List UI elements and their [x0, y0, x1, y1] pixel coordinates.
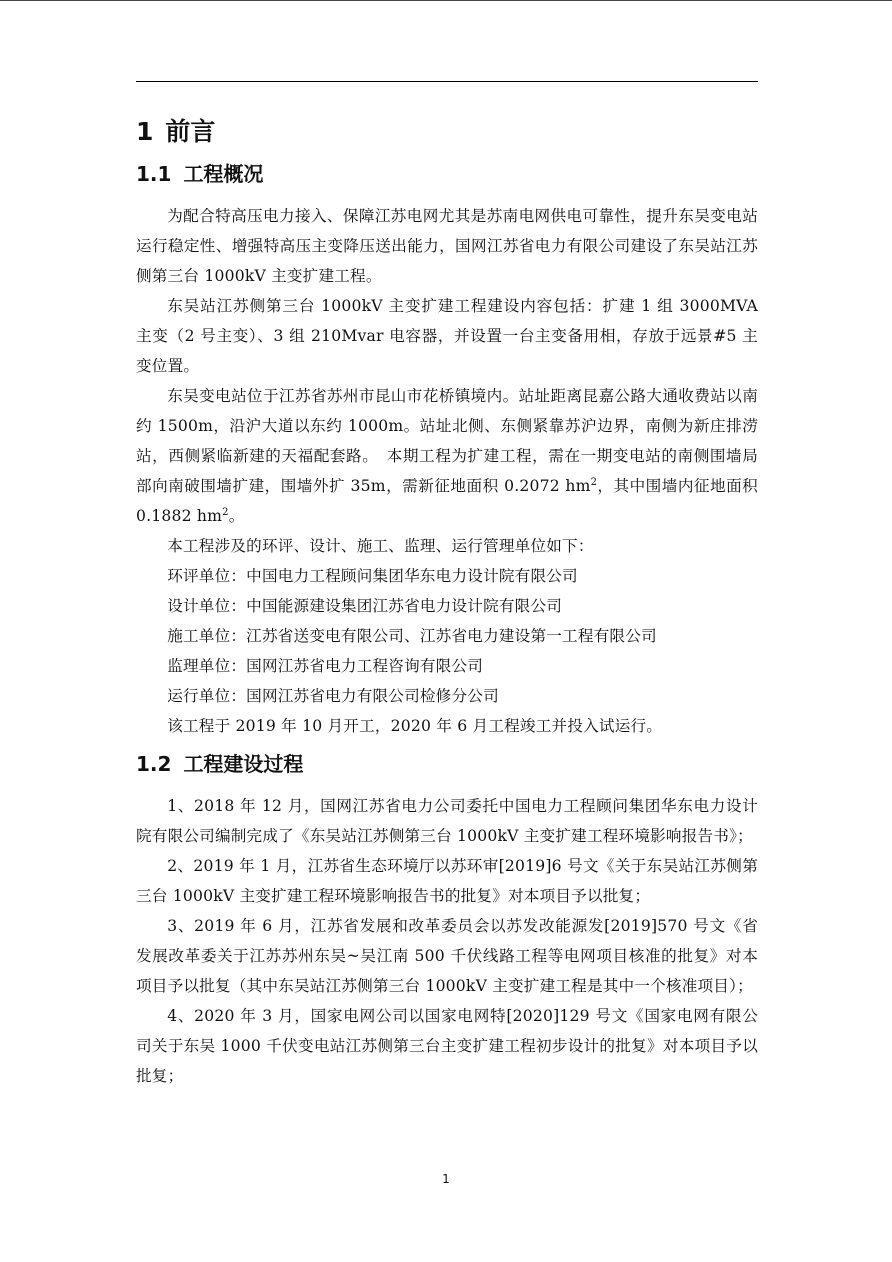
unit-supervision: 监理单位：国网江苏省电力工程咨询有限公司	[167, 657, 484, 675]
section-1-2-title: 工程建设过程	[183, 752, 304, 776]
overview-paragraph-3-text: 东吴变电站位于江苏省苏州市昆山市花桥镇境内。站址距离昆嘉公路大通收费站以南约 1500m，沿沪大道以东约 1000m。站址北侧、东侧紧靠苏沪边界，南侧为新庄排涝站，西侧紧临新建的天福配套路。 本期工程为扩建工程，需在一期变电站的南侧围墙局部向南破围墙扩建，围墙外扩 35m，需新征地面积 0.2072 hm	[136, 387, 758, 495]
process-item-2: 2、2019 年 1 月，江苏省生态环境厅以苏环审[2019]6 号文《关于东吴站江苏侧第三台 1000kV 主变扩建工程环境影响报告书的批复》对本项目予以批复；	[136, 857, 758, 905]
overview-paragraph-1: 为配合特高压电力接入、保障江苏电网尤其是苏南电网供电可靠性，提升东吴变电站运行稳定性、增强特高压主变降压送出能力，国网江苏省电力有限公司建设了东吴站江苏侧第三台 1000kV 主变扩建工程。	[136, 207, 758, 285]
overview-paragraph-3	[136, 381, 758, 531]
process-item-1: 1、2018 年 12 月，国网江苏省电力公司委托中国电力工程顾问集团华东电力设计院有限公司编制完成了《东吴站江苏侧第三台 1000kV 主变扩建工程环境影响报告书》；	[136, 797, 758, 845]
process-item-3: 3、2019 年 6 月，江苏省发展和改革委员会以苏发改能源发[2019]570 号文《省发展改革委关于江苏苏州东吴~吴江南 500 千伏线路工程等电网项目核准的批复》对本项目予以批复（其中东吴站江苏侧第三台 1000kV 主变扩建工程是其中一个核准项目）；	[136, 917, 758, 995]
page-top-border	[0, 0, 892, 1]
units-intro: 本工程涉及的环评、设计、施工、监理、运行管理单位如下：	[167, 537, 594, 555]
header-rule	[136, 81, 758, 82]
section-1-1-title: 工程概况	[183, 162, 264, 186]
overview-paragraph-2: 东吴站江苏侧第三台 1000kV 主变扩建工程建设内容包括：扩建 1 组 3000MVA 主变（2 号主变）、3 组 210Mvar 电容器，并设置一台主变备用相，存放于远景#5 主变位置。	[136, 297, 758, 375]
section-1-heading	[136, 110, 758, 154]
unit-design: 设计单位：中国能源建设集团江苏省电力设计院有限公司	[167, 597, 563, 615]
overview-paragraph-3-text-c: 。	[228, 507, 245, 525]
section-1-1-heading	[136, 154, 758, 194]
superscript-2: 2	[590, 476, 598, 488]
document-body	[136, 110, 758, 1091]
process-item-4: 4、2020 年 3 月，国家电网公司以国家电网特[2020]129 号文《国家电网有限公司关于东吴 1000 千伏变电站江苏侧第三台主变扩建工程初步设计的批复》对本项目予以批复；	[136, 1007, 758, 1085]
section-1-2-number: 1.2	[136, 752, 172, 776]
unit-construction: 施工单位：江苏省送变电有限公司、江苏省电力建设第一工程有限公司	[167, 627, 657, 645]
section-1-2-heading	[136, 744, 758, 784]
unit-operation: 运行单位：国网江苏省电力有限公司检修分公司	[167, 687, 499, 705]
unit-eia: 环评单位：中国电力工程顾问集团华东电力设计院有限公司	[167, 567, 578, 585]
overview-paragraph-3-text-b: ，其中围墙内征地面积 0.1882 hm	[136, 477, 758, 525]
schedule-paragraph: 该工程于 2019 年 10 月开工，2020 年 6 月工程竣工并投入试运行。	[167, 717, 663, 735]
section-1-1-number: 1.1	[136, 162, 172, 186]
section-1-title: 前言	[165, 117, 216, 146]
superscript-2: 2	[222, 506, 229, 518]
page-number: 1	[442, 1172, 450, 1186]
section-1-number: 1	[136, 117, 154, 146]
